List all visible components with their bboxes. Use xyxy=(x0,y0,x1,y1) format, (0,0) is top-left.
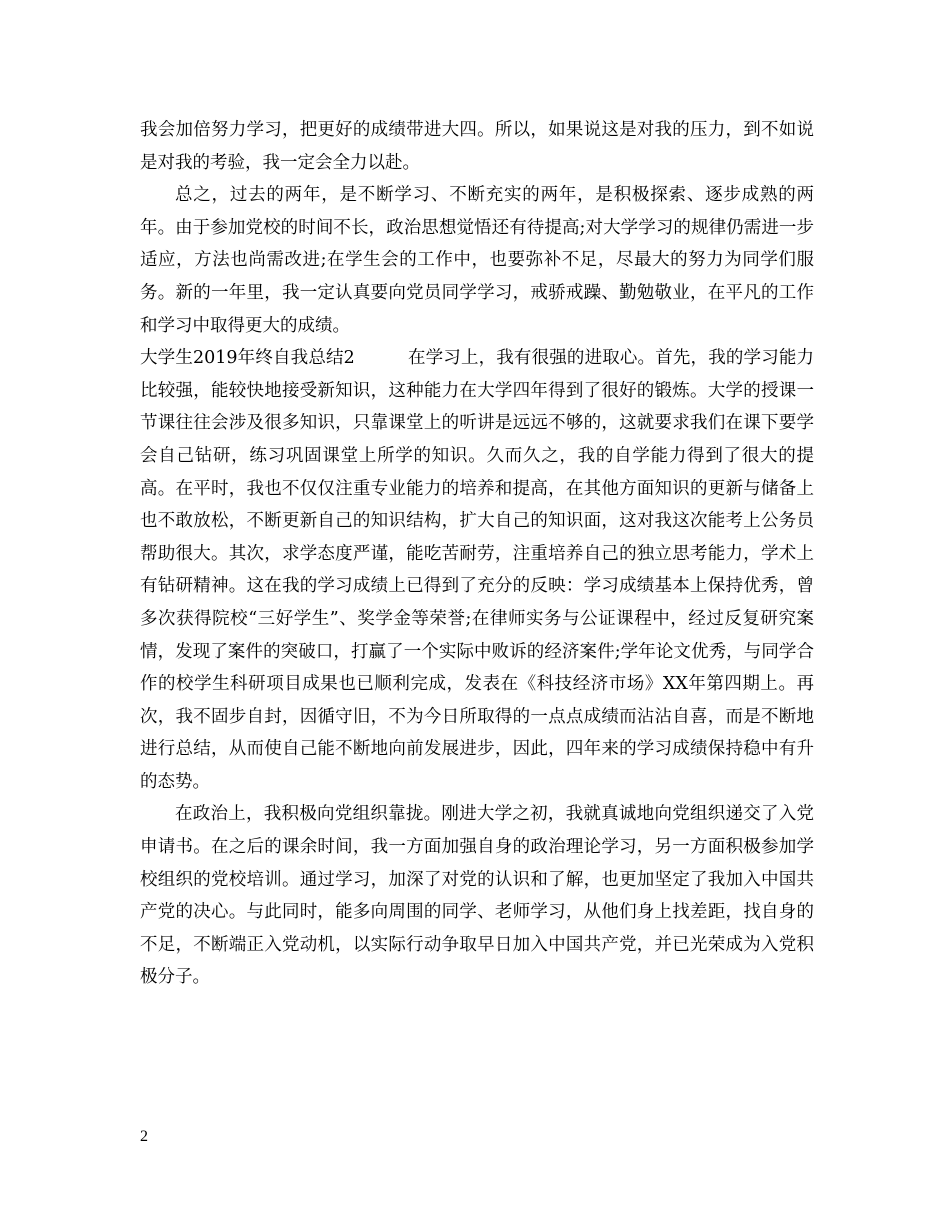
paragraph-summary: 总之，过去的两年，是不断学习、不断充实的两年，是积极探索、逐步成熟的两年。由于参加党校的时间不长，政治思想觉悟还有待提高;对大学学习的规律仍需进一步适应，方法也尚需改进;在学生会的工作中，也要弥补不足，尽最大的努力为同学们服务。新的一年里，我一定认真要向党员同学学习，戒骄戒躁、勤勉敬业，在平凡的工作和学习中取得更大的成绩。 xyxy=(140,185,814,336)
paragraph-study xyxy=(140,342,814,798)
page-number: 2 xyxy=(140,1128,148,1145)
paragraph-continuation: 我会加倍努力学习，把更好的成绩带进大四。所以，如果说这是对我的压力，到不如说是对我的考验，我一定会全力以赴。 xyxy=(140,120,814,173)
section-heading: 大学生2019年终自我总结2 xyxy=(140,348,355,369)
document-body xyxy=(140,114,814,994)
paragraph-study-text: 在学习上，我有很强的进取心。首先，我的学习能力比较强，能较快地接受新知识，这种能力在大学四年得到了很好的锻炼。大学的授课一节课往往会涉及很多知识，只靠课堂上的听讲是远远不够的，这就要求我们在课下要学会自己钻研，练习巩固课堂上所学的知识。久而久之，我的自学能力得到了很大的提高。在平时，我也不仅仅注重专业能力的培养和提高，在其他方面知识的更新与储备上也不敢放松，不断更新自己的知识结构，扩大自己的知识面，这对我这次能考上公务员帮助很大。其次，求学态度严谨，能吃苦耐劳，注重培养自己的独立思考能力，学术上有钻研精神。这在我的学习成绩上已得到了充分的反映：学习成绩基本上保持优秀，曾多次获得院校“三好学生”、奖学金等荣誉;在律师实务与公证课程中，经过反复研究案情，发现了案件的突破口，打赢了一个实际中败诉的经济案件;学年论文优秀，与同学合作的校学生科研项目成果也已顺利完成，发表在《科技经济市场》XX年第四期上。再次，我不固步自封，因循守旧，不为今日所取得的一点点成绩而沾沾自喜，而是不断地进行总结，从而使自己能不断地向前发展进步，因此，四年来的学习成绩保持稳中有升的态势。 xyxy=(140,348,815,792)
paragraph-politics: 在政治上，我积极向党组织靠拢。刚进大学之初，我就真诚地向党组织递交了入党申请书。在之后的课余时间，我一方面加强自身的政治理论学习，另一方面积极参加学校组织的党校培训。通过学习，加深了对党的认识和了解，也更加坚定了我加入中国共产党的决心。与此同时，能多向周围的同学、老师学习，从他们身上找差距，找自身的不足，不断端正入党动机，以实际行动争取早日加入中国共产党，并已光荣成为入党积极分子。 xyxy=(140,804,814,988)
